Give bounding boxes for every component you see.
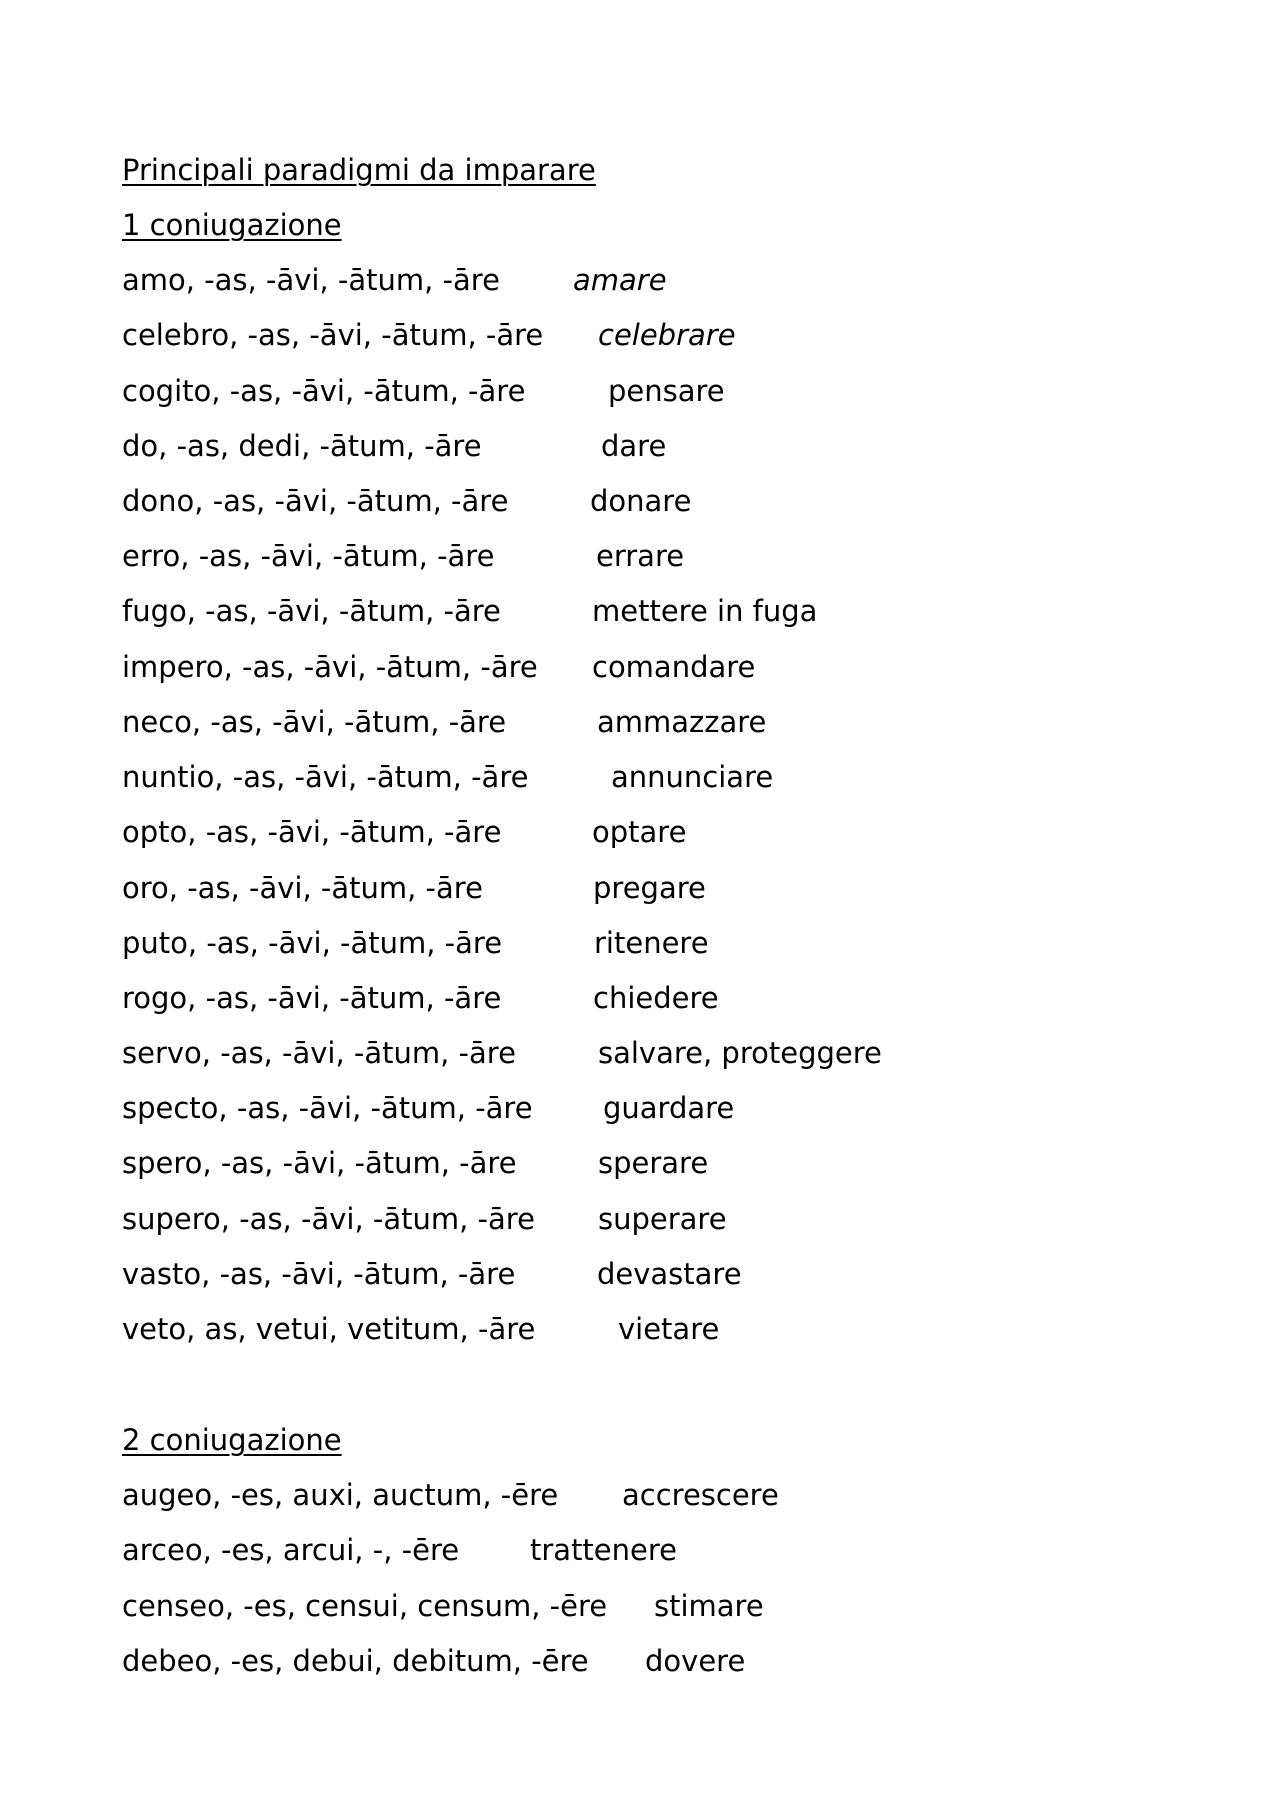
paradigm-row: [122, 1090, 735, 1126]
paradigm-text: puto, -as, -āvi, -ātum, -āre: [122, 926, 503, 960]
paradigm-row: [122, 980, 719, 1016]
translation-text: ritenere: [594, 926, 709, 960]
paradigm-row: [122, 1532, 677, 1568]
paradigm-row: [122, 1256, 742, 1292]
paradigm-text: vasto, -as, -āvi, -ātum, -āre: [122, 1257, 516, 1291]
paradigm-row: [122, 317, 736, 353]
paradigm-row: [122, 1201, 727, 1237]
translation-text: pensare: [608, 374, 725, 408]
paradigm-row: [122, 704, 767, 740]
paradigm-row: [122, 759, 774, 795]
paradigm-text: dono, -as, -āvi, -ātum, -āre: [122, 484, 509, 518]
section-heading-1: 1 coniugazione: [122, 208, 342, 242]
translation-text: trattenere: [530, 1533, 677, 1567]
paradigm-text: rogo, -as, -āvi, -ātum, -āre: [122, 981, 502, 1015]
paradigm-text: erro, -as, -āvi, -ātum, -āre: [122, 539, 495, 573]
translation-text: pregare: [593, 871, 706, 905]
translation-text: optare: [592, 815, 687, 849]
paradigm-row: [122, 373, 725, 409]
paradigm-text: neco, -as, -āvi, -ātum, -āre: [122, 705, 507, 739]
paradigm-text: servo, -as, -āvi, -ātum, -āre: [122, 1036, 516, 1070]
paradigm-text: veto, as, vetui, vetitum, -āre: [122, 1312, 536, 1346]
translation-text: celebrare: [598, 318, 736, 352]
paradigm-row: [122, 483, 692, 519]
translation-text: sperare: [598, 1146, 709, 1180]
translation-text: mettere in fuga: [592, 594, 818, 628]
paradigm-row: [122, 649, 756, 685]
translation-text: stimare: [654, 1589, 764, 1623]
translation-text: dovere: [645, 1644, 746, 1678]
paradigm-row: [122, 1145, 709, 1181]
paradigm-text: opto, -as, -āvi, -ātum, -āre: [122, 815, 502, 849]
paradigm-row: [122, 814, 687, 850]
paradigm-row: [122, 870, 706, 906]
translation-text: donare: [590, 484, 692, 518]
translation-text: dare: [601, 429, 667, 463]
paradigm-text: oro, -as, -āvi, -ātum, -āre: [122, 871, 483, 905]
paradigm-text: nuntio, -as, -āvi, -ātum, -āre: [122, 760, 529, 794]
paradigm-text: impero, -as, -āvi, -ātum, -āre: [122, 650, 538, 684]
paradigm-row: [122, 1588, 764, 1624]
paradigm-row: [122, 925, 709, 961]
translation-text: errare: [596, 539, 685, 573]
translation-text: superare: [598, 1202, 727, 1236]
translation-text: amare: [573, 263, 667, 297]
paradigm-text: augeo, -es, auxi, auctum, -ēre: [122, 1478, 559, 1512]
paradigm-row: [122, 262, 667, 298]
paradigm-row: [122, 1035, 882, 1071]
paradigm-text: celebro, -as, -āvi, -ātum, -āre: [122, 318, 544, 352]
translation-text: annunciare: [611, 760, 774, 794]
paradigm-row: [122, 428, 667, 464]
document-title: Principali paradigmi da imparare: [122, 153, 596, 187]
paradigm-text: do, -as, dedi, -ātum, -āre: [122, 429, 482, 463]
paradigm-text: cogito, -as, -āvi, -ātum, -āre: [122, 374, 526, 408]
paradigm-text: amo, -as, -āvi, -ātum, -āre: [122, 263, 500, 297]
paradigm-row: [122, 1311, 720, 1347]
section-heading-2: 2 coniugazione: [122, 1423, 342, 1457]
paradigm-text: specto, -as, -āvi, -ātum, -āre: [122, 1091, 533, 1125]
paradigm-text: censeo, -es, censui, censum, -ēre: [122, 1589, 608, 1623]
paradigm-text: supero, -as, -āvi, -ātum, -āre: [122, 1202, 535, 1236]
paradigm-text: spero, -as, -āvi, -ātum, -āre: [122, 1146, 517, 1180]
paradigm-text: fugo, -as, -āvi, -ātum, -āre: [122, 594, 501, 628]
paradigm-row: [122, 593, 818, 629]
translation-text: chiedere: [593, 981, 719, 1015]
translation-text: ammazzare: [597, 705, 767, 739]
translation-text: devastare: [597, 1257, 742, 1291]
translation-text: accrescere: [622, 1478, 779, 1512]
paradigm-row: [122, 1643, 746, 1679]
translation-text: comandare: [592, 650, 756, 684]
paradigm-row: [122, 1477, 779, 1513]
translation-text: vietare: [618, 1312, 720, 1346]
paradigm-text: arceo, -es, arcui, -, -ēre: [122, 1533, 460, 1567]
paradigm-row: [122, 538, 685, 574]
translation-text: guardare: [603, 1091, 735, 1125]
translation-text: salvare, proteggere: [598, 1036, 882, 1070]
paradigm-text: debeo, -es, debui, debitum, -ēre: [122, 1644, 589, 1678]
